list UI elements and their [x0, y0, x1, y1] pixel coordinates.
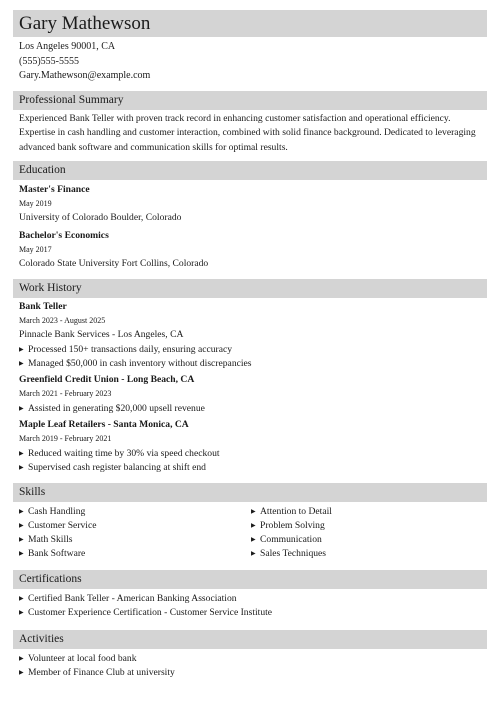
triangle-bullet-icon: ▶ [251, 509, 256, 515]
triangle-bullet-icon: ▶ [19, 361, 24, 367]
section-title: Work History [19, 282, 82, 294]
triangle-bullet-icon: ▶ [19, 610, 24, 616]
list-item: ▶ Assisted in generating $20,000 upsell revenue [19, 403, 205, 414]
section-header-summary [13, 91, 487, 110]
contact-location: Los Angeles 90001, CA [19, 41, 116, 52]
job-bullets [19, 343, 483, 371]
triangle-bullet-icon: ▶ [251, 537, 256, 543]
list-item: ▶ Communication [251, 534, 322, 545]
list-item: ▶ Bank Software [19, 548, 86, 559]
list-item: ▶ Problem Solving [251, 520, 325, 531]
section-title: Skills [19, 486, 46, 498]
school-name: University of Colorado Boulder, Colorado [19, 212, 182, 223]
triangle-bullet-icon: ▶ [19, 509, 24, 515]
job-entry [19, 300, 483, 371]
activities-list [19, 652, 483, 680]
skills-column-right [251, 505, 483, 561]
degree-title: Master's Finance [19, 184, 90, 195]
certifications-list [19, 592, 483, 620]
list-item: ▶ Sales Techniques [251, 548, 327, 559]
summary-section [13, 112, 487, 155]
education-section [13, 183, 487, 272]
section-header-work-history [13, 279, 487, 298]
contact-info [13, 40, 487, 84]
list-item: ▶ Cash Handling [19, 506, 86, 517]
list-item: ▶ Supervised cash register balancing at shift end [19, 462, 206, 473]
activities-section [13, 652, 487, 680]
triangle-bullet-icon: ▶ [19, 347, 24, 353]
job-date: March 2023 - August 2025 [19, 316, 106, 325]
skills-grid [19, 505, 483, 561]
triangle-bullet-icon: ▶ [19, 406, 24, 412]
job-date: March 2019 - February 2021 [19, 434, 112, 443]
triangle-bullet-icon: ▶ [19, 465, 24, 471]
triangle-bullet-icon: ▶ [251, 551, 256, 557]
candidate-name: Gary Mathewson [19, 13, 151, 34]
school-name: Colorado State University Fort Collins, Colorado [19, 258, 209, 269]
section-header-certifications [13, 570, 487, 589]
section-title: Certifications [19, 573, 82, 585]
triangle-bullet-icon: ▶ [19, 670, 24, 676]
job-entry [19, 418, 483, 475]
section-header-skills [13, 483, 487, 502]
summary-text: Experienced Bank Teller with proven track record in enhancing customer satisfaction and operational efficiency. Expertise in cash handling and customer interaction, combined with solid finance background. Dedicated to leveraging advanced bank software and communication skills for optimal results. [19, 112, 476, 153]
degree-date: May 2017 [19, 245, 52, 254]
section-title: Professional Summary [19, 93, 124, 106]
contact-phone: (555)555-5555 [19, 55, 79, 67]
section-title: Activities [19, 633, 64, 645]
triangle-bullet-icon: ▶ [19, 451, 24, 457]
section-header-activities [13, 630, 487, 649]
skills-column-left [19, 505, 251, 561]
list-item: ▶ Reduced waiting time by 30% via speed checkout [19, 448, 220, 459]
list-item: ▶ Volunteer at local food bank [19, 653, 137, 664]
education-entry [19, 183, 483, 226]
job-date: March 2021 - February 2023 [19, 389, 112, 398]
job-bullets [19, 447, 483, 475]
list-item: ▶ Customer Service [19, 520, 97, 531]
job-title: Bank Teller [19, 301, 67, 312]
education-entry [19, 229, 483, 272]
triangle-bullet-icon: ▶ [19, 551, 24, 557]
list-item: ▶ Attention to Detail [251, 506, 332, 517]
list-item: ▶ Processed 150+ transactions daily, ensuring accuracy [19, 344, 233, 355]
triangle-bullet-icon: ▶ [19, 656, 24, 662]
triangle-bullet-icon: ▶ [19, 596, 24, 602]
triangle-bullet-icon: ▶ [19, 523, 24, 529]
work-history-section [13, 300, 487, 475]
skills-section [13, 505, 487, 561]
degree-date: May 2019 [19, 199, 52, 208]
job-title: Maple Leaf Retailers - Santa Monica, CA [19, 419, 189, 430]
section-title: Education [19, 164, 66, 176]
list-item: ▶ Certified Bank Teller - American Banking Association [19, 593, 237, 604]
list-item: ▶ Math Skills [19, 534, 73, 545]
section-header-education [13, 161, 487, 180]
list-item: ▶ Customer Experience Certification - Customer Service Institute [19, 607, 273, 618]
degree-title: Bachelor's Economics [19, 230, 109, 241]
triangle-bullet-icon: ▶ [251, 523, 256, 529]
job-title: Greenfield Credit Union - Long Beach, CA [19, 374, 195, 385]
job-entry [19, 373, 483, 416]
job-bullets [19, 402, 483, 416]
list-item: ▶ Member of Finance Club at university [19, 667, 175, 678]
contact-email: Gary.Mathewson@example.com [19, 70, 151, 82]
certifications-section [13, 592, 487, 620]
resume-page [13, 10, 487, 680]
list-item: ▶ Managed $50,000 in cash inventory without discrepancies [19, 358, 252, 369]
job-company: Pinnacle Bank Services - Los Angeles, CA [19, 329, 184, 340]
triangle-bullet-icon: ▶ [19, 537, 24, 543]
name-header [13, 10, 487, 37]
